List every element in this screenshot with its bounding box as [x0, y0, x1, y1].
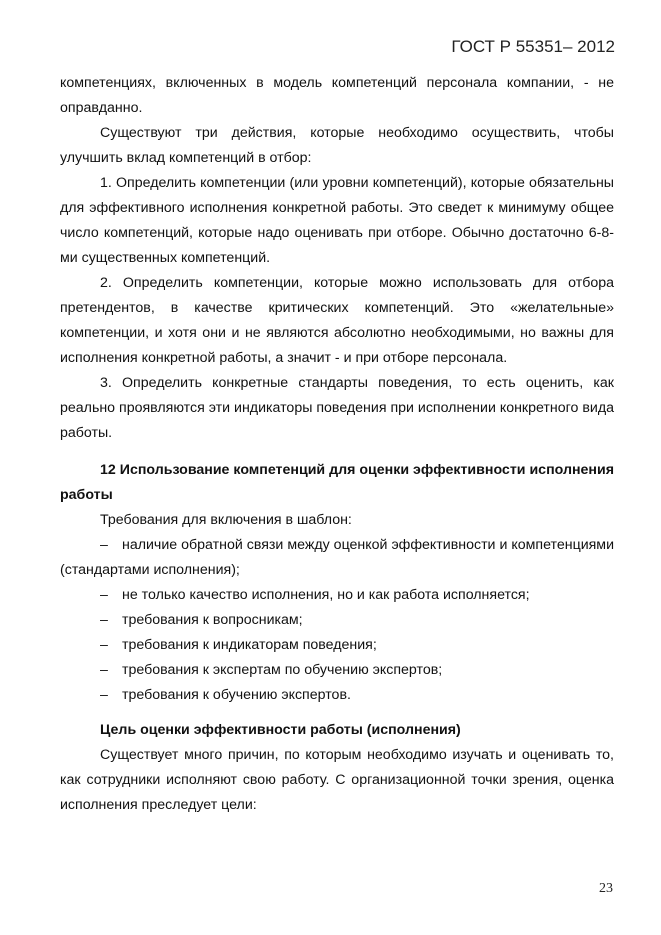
paragraph-three-actions: Существуют три действия, которые необходимо осуществить, чтобы улучшить вклад компетенций в отбор:: [60, 125, 614, 166]
subsection-heading: Цель оценки эффективности работы (исполнения): [100, 722, 461, 738]
list-item: [60, 583, 614, 608]
section-intro: Требования для включения в шаблон:: [100, 512, 352, 528]
list-item: [60, 533, 614, 583]
dash-marker: –: [100, 587, 108, 603]
paragraph-action-3: 3. Определить конкретные стандарты поведения, то есть оценить, как реально проявляются эти индикаторы поведения при исполнении конкретного вида работы.: [60, 375, 614, 441]
dash-marker: –: [100, 662, 108, 678]
dash-marker: –: [100, 687, 108, 703]
dash-marker: –: [100, 537, 108, 553]
list-item: [60, 608, 614, 633]
paragraph-action-2: 2. Определить компетенции, которые можно использовать для отбора претендентов, в качестве критических компетенций. Это «желательные» компетенции, и хотя они и не являются абсолютно необходимыми, но важны для исполнения конкретной работы, а значит - и при отборе персонала.: [60, 275, 614, 366]
list-item: [60, 658, 614, 683]
list-item-text: наличие обратной связи между оценкой эффективности и компетенциями (стандартами исполнения);: [60, 537, 614, 578]
list-item: [60, 633, 614, 658]
paragraph-action-1: 1. Определить компетенции (или уровни компетенций), которые обязательны для эффективного исполнения конкретной работы. Это сведет к минимуму общее число компетенций, которые надо оценивать при отборе. Обычно достаточно 6-8-ми существенных компетенций.: [60, 175, 614, 266]
dash-marker: –: [100, 612, 108, 628]
document-header: ГОСТ Р 55351– 2012: [451, 37, 615, 56]
section-heading: 12 Использование компетенций для оценки эффективности исполнения работы: [60, 462, 614, 503]
paragraph-continuation: компетенциях, включенных в модель компетенций персонала компании, - не оправданно.: [60, 75, 614, 116]
page-number: 23: [599, 881, 613, 896]
dash-marker: –: [100, 637, 108, 653]
subsection-paragraph: Существует много причин, по которым необходимо изучать и оценивать то, как сотрудники исполняют свою работу. С организационной точки зрения, оценка исполнения преследует цели:: [60, 747, 614, 813]
list-item-text: требования к обучению экспертов.: [122, 687, 351, 703]
list-item-text: требования к вопросникам;: [122, 612, 303, 628]
list-item: [60, 683, 614, 708]
list-item-text: требования к индикаторам поведения;: [122, 637, 377, 653]
page-content: [60, 71, 614, 818]
list-item-text: не только качество исполнения, но и как работа исполняется;: [122, 587, 530, 603]
list-item-text: требования к экспертам по обучению экспертов;: [122, 662, 443, 678]
